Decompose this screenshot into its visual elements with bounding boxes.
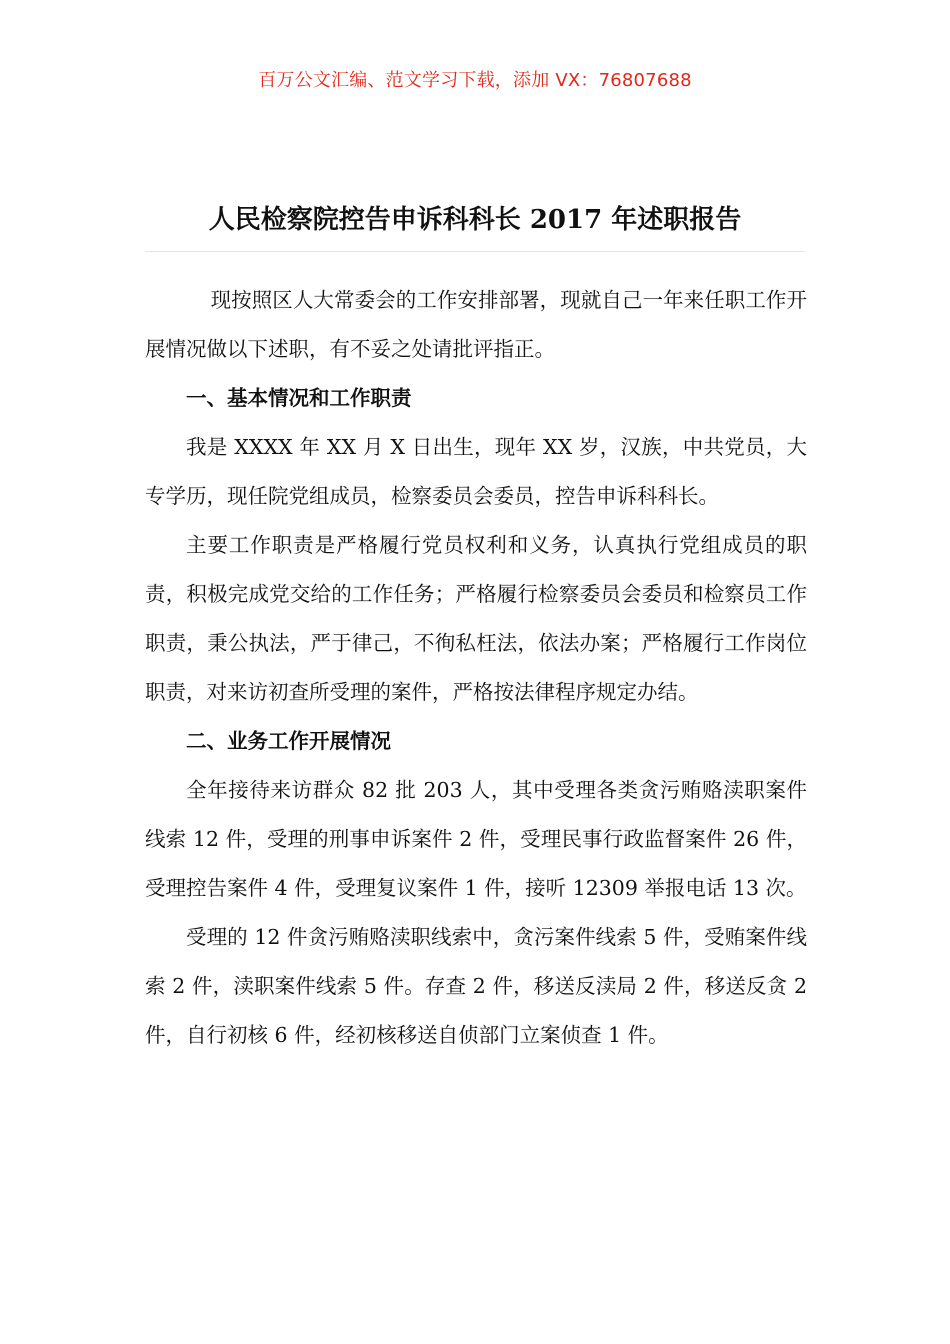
header-banner: 百万公文汇编、范文学习下载，添加 VX：76807688 [258,70,692,91]
section-heading-basic-info: 一、基本情况和工作职责 [186,386,412,410]
paragraph-personal-info: 我是 XXXX 年 XX 月 X 日出生，现年 XX 岁，汉族，中共党员，大专学历，现任院党组成员，检察委员会委员，控告申诉科科长。 [145,435,807,508]
intro-paragraph: 现按照区人大常委会的工作安排部署，现就自己一年来任职工作开展情况做以下述职，有不妥之处请批评指正。 [145,288,807,361]
document-body [145,276,807,1060]
section-heading-work-progress: 二、业务工作开展情况 [186,729,391,753]
paragraph-case-clues: 受理的 12 件贪污贿赂渎职线索中，贪污案件线索 5 件，受贿案件线索 2 件，渎职案件线索 5 件。存查 2 件，移送反渎局 2 件，移送反贪 2 件，自行初核 6 件，经初核移送自侦部门立案侦查 1 件。 [145,925,807,1047]
document-title: 人民检察院控告申诉科科长 2017 年述职报告 [208,205,742,235]
paragraph-duties: 主要工作职责是严格履行党员权利和义务，认真执行党组成员的职责，积极完成党交给的工作任务；严格履行检察委员会委员和检察员工作职责，秉公执法，严于律己，不徇私枉法，依法办案；严格履行工作岗位职责，对来访初查所受理的案件，严格按法律程序规定办结。 [145,533,807,704]
title-divider [145,251,805,252]
paragraph-visit-statistics: 全年接待来访群众 82 批 203 人，其中受理各类贪污贿赂渎职案件线索 12 件，受理的刑事申诉案件 2 件，受理民事行政监督案件 26 件，受理控告案件 4 件，受理复议案件 1 件，接听 12309 举报电话 13 次。 [145,778,807,900]
